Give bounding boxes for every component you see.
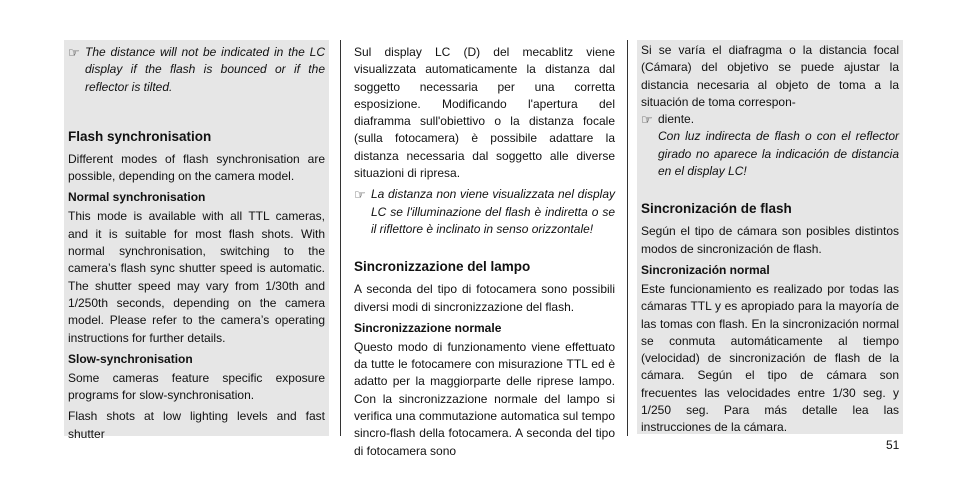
italian-heading: Sincronizzazione del lampo bbox=[354, 259, 531, 275]
italian-column bbox=[350, 40, 618, 458]
spanish-heading: Sincronización de flash bbox=[641, 201, 792, 217]
italian-body: A seconda del tipo di fotocamera sono possibili diversi modi di sincronizzazione del flash. bbox=[354, 282, 615, 314]
italian-note bbox=[354, 186, 615, 238]
english-note bbox=[68, 44, 325, 96]
spanish-normal-heading: Sincronización normal bbox=[641, 262, 770, 277]
italian-note-text: La distanza non viene visualizzata nel display LC se l'illuminazione del flash è indiretta o se il riflettore è inclinato in senso orizzontale! bbox=[371, 187, 615, 236]
italian-intro: Sul display LC (D) del mecablitz viene visualizzata automaticamente la distanza dal soggetto necessaria per una corretta esposizione. Modificando l'apertura del diaframma sull'obiettivo o la distanza focale (sulla fotocamera) è possibile adattare la distanza necessaria dal soggetto alle diverse situazioni di ripresa. bbox=[354, 45, 615, 181]
english-intro: Different modes of flash synchronisation are possible, depending on the camera model. bbox=[68, 151, 325, 184]
spanish-note-marker bbox=[641, 111, 899, 128]
italian-normal-body: Questo modo di funzionamento viene effettuato da tutte le fotocamere con misurazione TTL ed è adatto per la maggiorparte delle riprese lampo. Con la sincronizzazione normale del lampo si verifica una commutazione automatica sul tempo sincro-flash della fotocamera. A seconda del tipo di fotocamera sono bbox=[354, 339, 615, 458]
english-slow-body: Some cameras feature specific exposure programs for slow-synchronisation. bbox=[68, 370, 325, 403]
pointing-hand-icon: ☞ bbox=[641, 112, 653, 128]
pointing-hand-icon: ☞ bbox=[354, 187, 366, 203]
english-heading: Flash synchronisation bbox=[68, 128, 212, 144]
column-divider bbox=[340, 40, 341, 436]
english-column bbox=[64, 40, 329, 441]
italian-normal-heading: Sincronizzazione normale bbox=[354, 320, 502, 335]
pointing-hand-icon: ☞ bbox=[68, 45, 80, 60]
english-slow-body-2: Flash shots at low lighting levels and fast shutter bbox=[68, 409, 325, 441]
spanish-body: Según el tipo de cámara son posibles distintos modos de sincronización de flash. bbox=[641, 224, 899, 256]
page-number: 51 bbox=[886, 438, 900, 452]
english-normal-body: This mode is available with all TTL cameras, and it is suitable for most flash shots. With normal synchronisation, switching to the camera’s flash sync shutter speed is automatic. The shutter speed may vary from 1/30th and 1/250th seconds, depending on the camera model. Please refer to the camera’s operating instructions for further details. bbox=[68, 209, 325, 345]
spanish-intro: Si se varía el diafragma o la distancia focal (Cámara) del objetivo se puede ajustar la distancia necesaria al objeto de toma a la situación de toma correspon- bbox=[641, 43, 899, 109]
spanish-normal-body: Este funcionamiento es realizado por todas las cámaras TTL y es apropiado para la mayoría de las tomas con flash. En la sincronización normal se conmuta automáticamente al tiempo (velocidad) de sincronización de flash de la cámara. Según el tipo de cámara son frecuentes las velocidades entre 1/30 seg. y 1/250 seg. Para más detalle lea las instrucciones de la cámara. bbox=[641, 281, 899, 435]
english-slow-heading: Slow-synchronisation bbox=[68, 351, 193, 366]
spanish-intro-end: diente. bbox=[658, 112, 695, 127]
spanish-note-text: Con luz indirecta de flash o con el reflector girado no aparece la indicación de distancia en el display LC! bbox=[658, 129, 899, 179]
english-note-text: The distance will not be indicated in the LC display if the flash is bounced or if the reflector is tilted. bbox=[85, 45, 325, 94]
english-normal-heading: Normal synchronisation bbox=[68, 190, 206, 205]
spanish-column bbox=[637, 40, 903, 434]
column-divider bbox=[627, 40, 628, 436]
